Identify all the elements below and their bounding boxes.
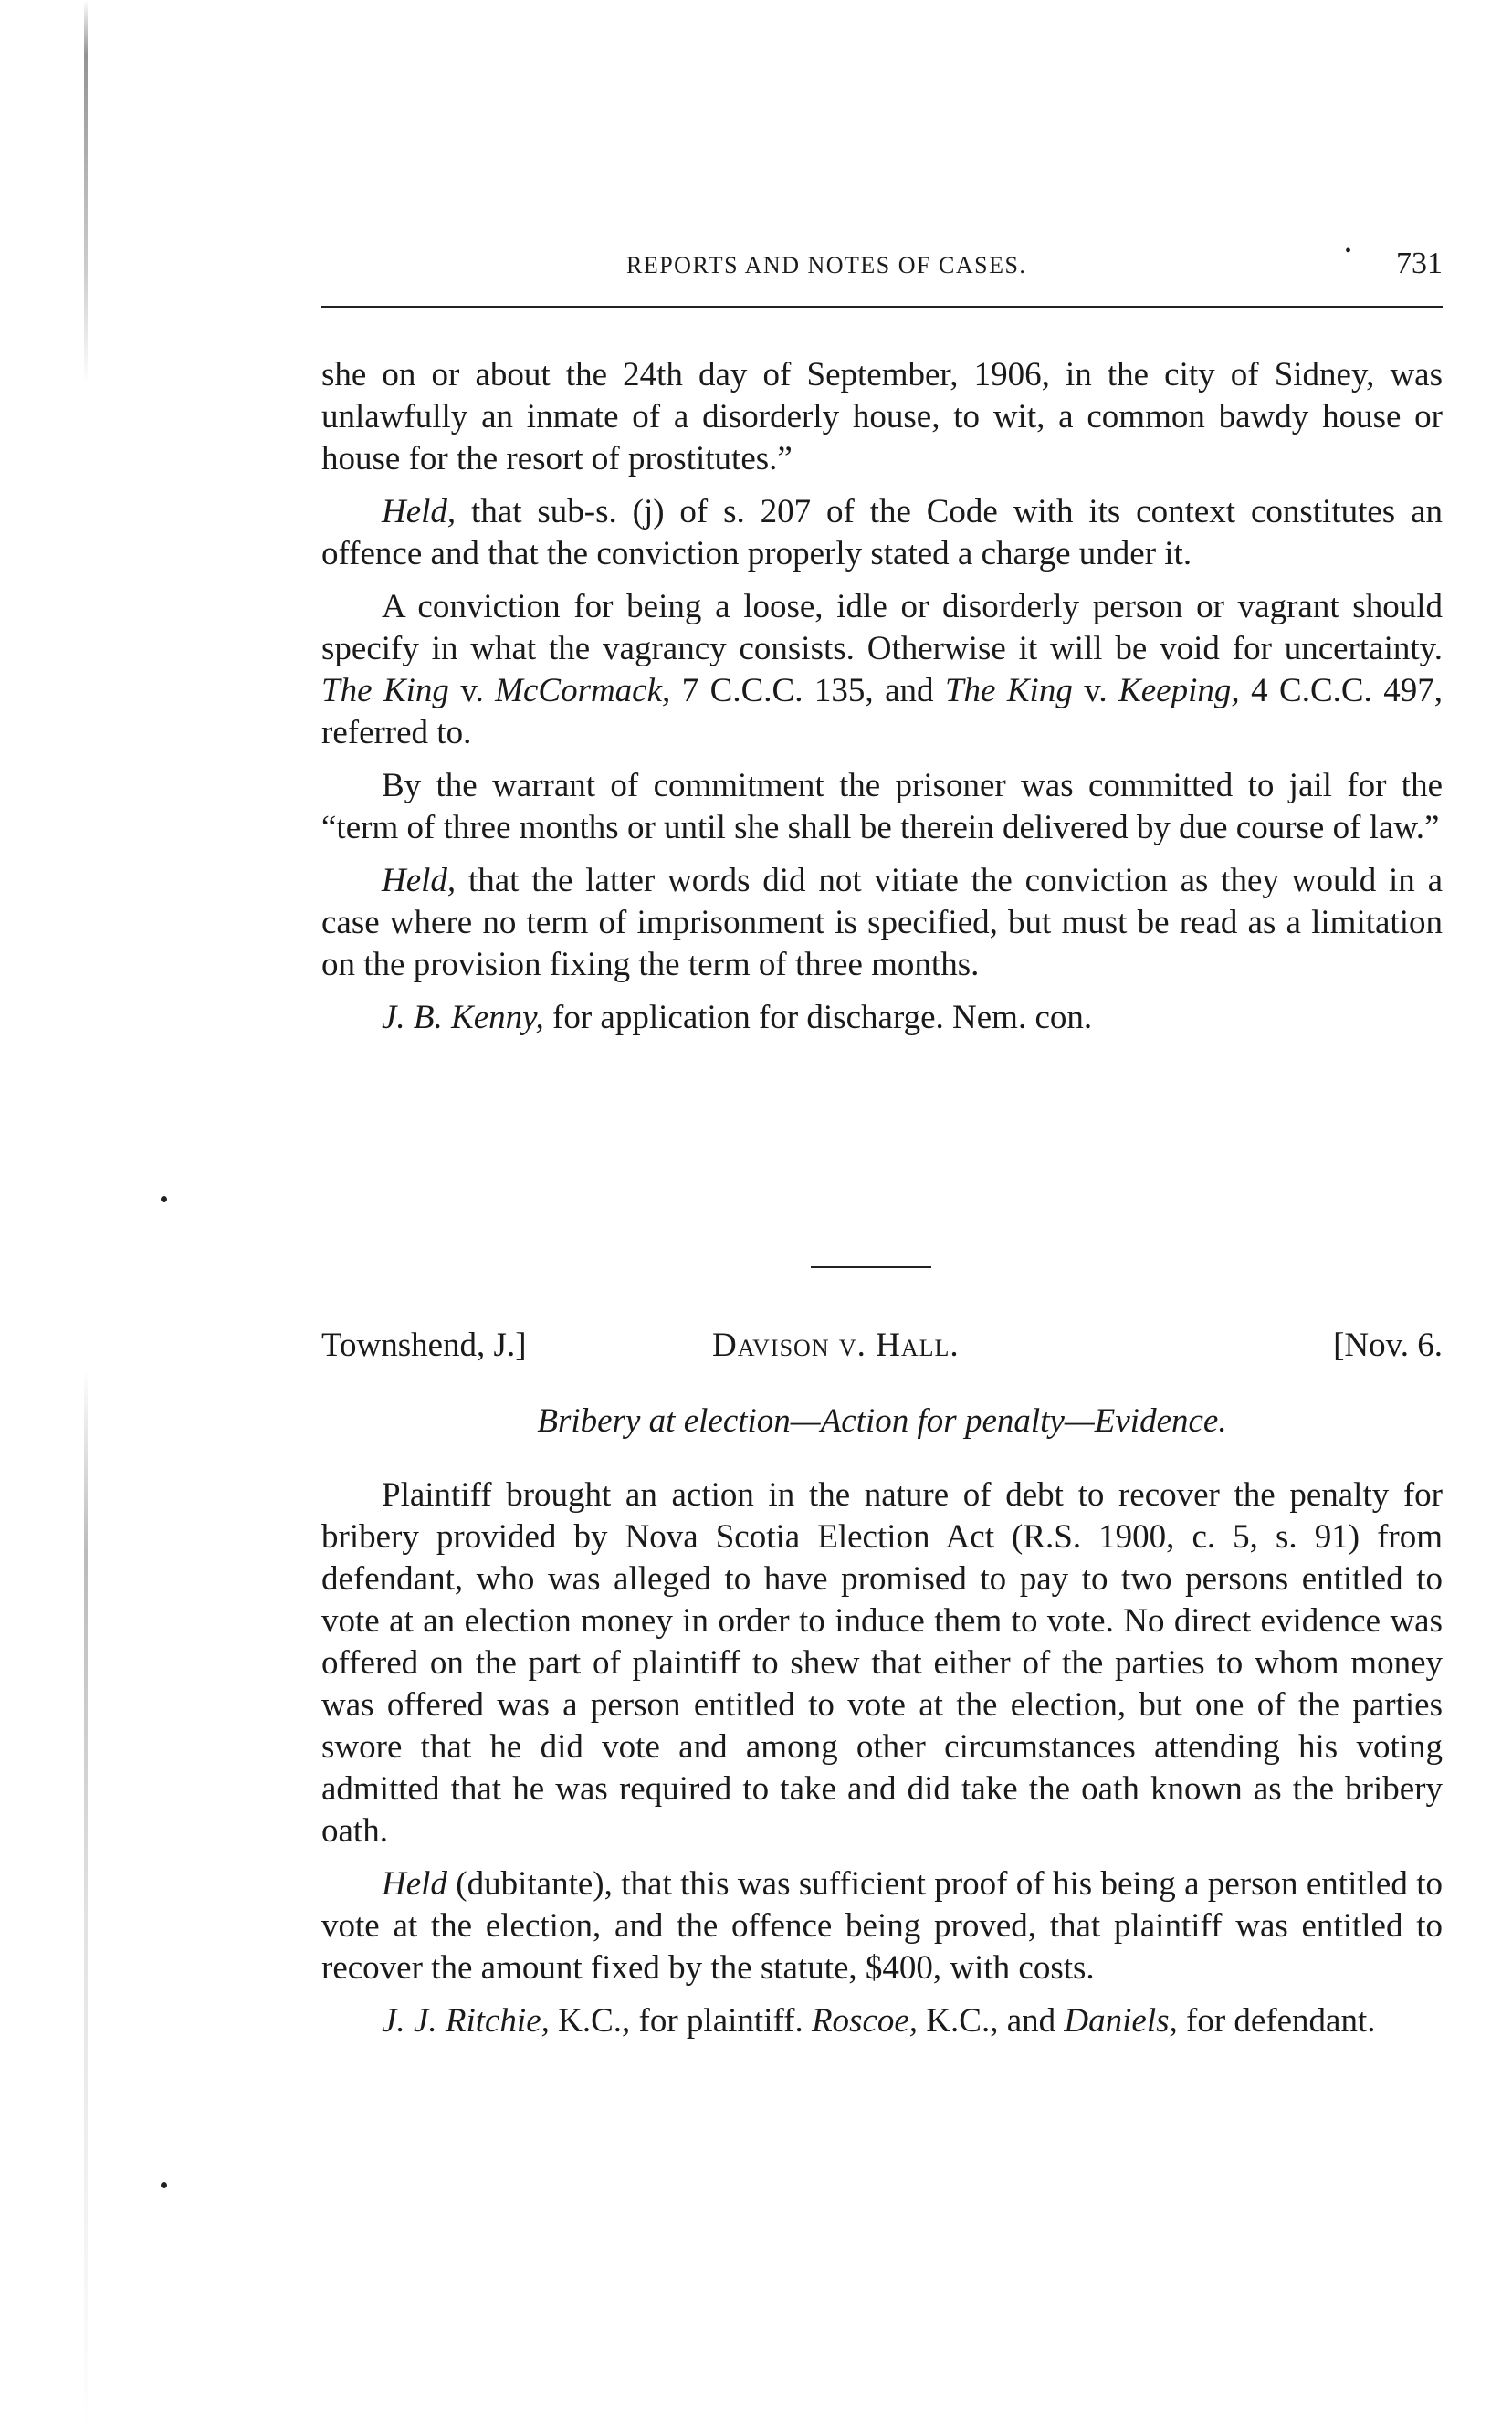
case-title: Davison v. Hall.	[712, 1327, 960, 1364]
paragraph	[321, 765, 1443, 849]
case-date: [Nov. 6.	[1333, 1327, 1443, 1364]
section-davison-v-hall	[321, 1474, 1443, 2053]
paragraph-text: (dubitante), that this was sufficient proof of his being a person entitled to vote at the election, and the offence being proved, that plaintiff was entitled to recover the amount fixed by the statute, $400, with costs.	[321, 1865, 1443, 1987]
paragraph-text: 7 C.C.C. 135, and	[670, 672, 945, 709]
case-name: McCormack,	[495, 672, 671, 709]
section-habeas-corpus	[321, 354, 1443, 1050]
counsel-name: J. B. Kenny,	[382, 999, 544, 1036]
paragraph	[321, 491, 1443, 575]
counsel-line	[321, 2000, 1443, 2042]
paragraph-text: v.	[448, 672, 496, 709]
bullet-mark: •	[1345, 241, 1352, 261]
scan-edge-shadow	[84, 0, 88, 2434]
paragraph-text: v.	[1072, 672, 1119, 709]
case-subject: Bribery at election—Action for penalty—Evidence.	[537, 1402, 1227, 1440]
paragraph-text: for application for discharge. Nem. con.	[543, 999, 1093, 1036]
paragraph-text: she on or about the 24th day of September, 1906, in the city of Sidney, was unlawfully an inmate of a disorderly house, to wit, a common bawdy house or house for the resort of prostitutes.”	[321, 356, 1443, 477]
paragraph-text: By the warrant of commitment the prisoner was committed to jail for the “term of three months or until she shall be therein delivered by due course of law.”	[321, 767, 1443, 846]
case-heading	[321, 1326, 1443, 1371]
running-head	[320, 241, 1443, 289]
paragraph	[321, 586, 1443, 754]
counsel-name: J. J. Ritchie,	[382, 2002, 550, 2040]
paragraph-text: for defendant.	[1177, 2002, 1376, 2040]
counsel-name: Roscoe,	[811, 2002, 919, 2040]
running-title: REPORTS AND NOTES OF CASES.	[626, 252, 1027, 278]
held-label: Held,	[382, 493, 457, 530]
page-number: 731	[1396, 247, 1443, 280]
paragraph-text: K.C., for plaintiff.	[549, 2002, 812, 2040]
paragraph	[321, 860, 1443, 986]
counsel-name: Daniels,	[1064, 2002, 1178, 2040]
case-name: The King	[321, 672, 449, 709]
paragraph-text: A conviction for being a loose, idle or disorderly person or vagrant should specify in what the vagrancy consists. Otherwise it will be void for uncertainty.	[321, 588, 1443, 667]
counsel-line	[321, 997, 1443, 1039]
held-label: Held	[382, 1865, 447, 1903]
held-label: Held,	[382, 862, 457, 899]
section-divider	[811, 1266, 931, 1268]
paragraph-text: that the latter words did not vitiate the conviction as they would in a case where no term of imprisonment is specified, but must be read as a limitation on the provision fixing the term of three months.	[321, 862, 1443, 983]
case-name: Keeping,	[1118, 672, 1240, 709]
paragraph	[321, 1474, 1443, 1852]
scan-speck	[161, 1196, 167, 1202]
paragraph	[321, 1863, 1443, 1989]
paragraph-text: 4 C.C.C. 497, referred to.	[321, 672, 1443, 751]
paragraph-text: Plaintiff brought an action in the nature of debt to recover the penalty for bribery provided by Nova Scotia Election Act (R.S. 1900, c. 5, s. 91) from defendant, who was alleged to have promised to pay to two persons entitled to vote at an election money in order to induce them to vote. No direct evidence was offered on the part of plaintiff to shew that either of the parties to whom money was offered was a person entitled to vote at the election, but one of the parties swore that he did vote and among other circumstances attending his voting admitted that he was required to take and did take the oath known as the bribery oath.	[321, 1476, 1443, 1850]
paragraph	[321, 354, 1443, 480]
header-rule	[321, 306, 1443, 308]
scan-speck	[161, 2182, 167, 2188]
judge-name: Townshend, J.]	[321, 1327, 527, 1364]
case-name: The King	[944, 672, 1073, 709]
paragraph-text: that sub-s. (j) of s. 207 of the Code with its context constitutes an offence and that the conviction properly stated a charge under it.	[321, 493, 1443, 572]
paragraph-text: K.C., and	[918, 2002, 1065, 2040]
